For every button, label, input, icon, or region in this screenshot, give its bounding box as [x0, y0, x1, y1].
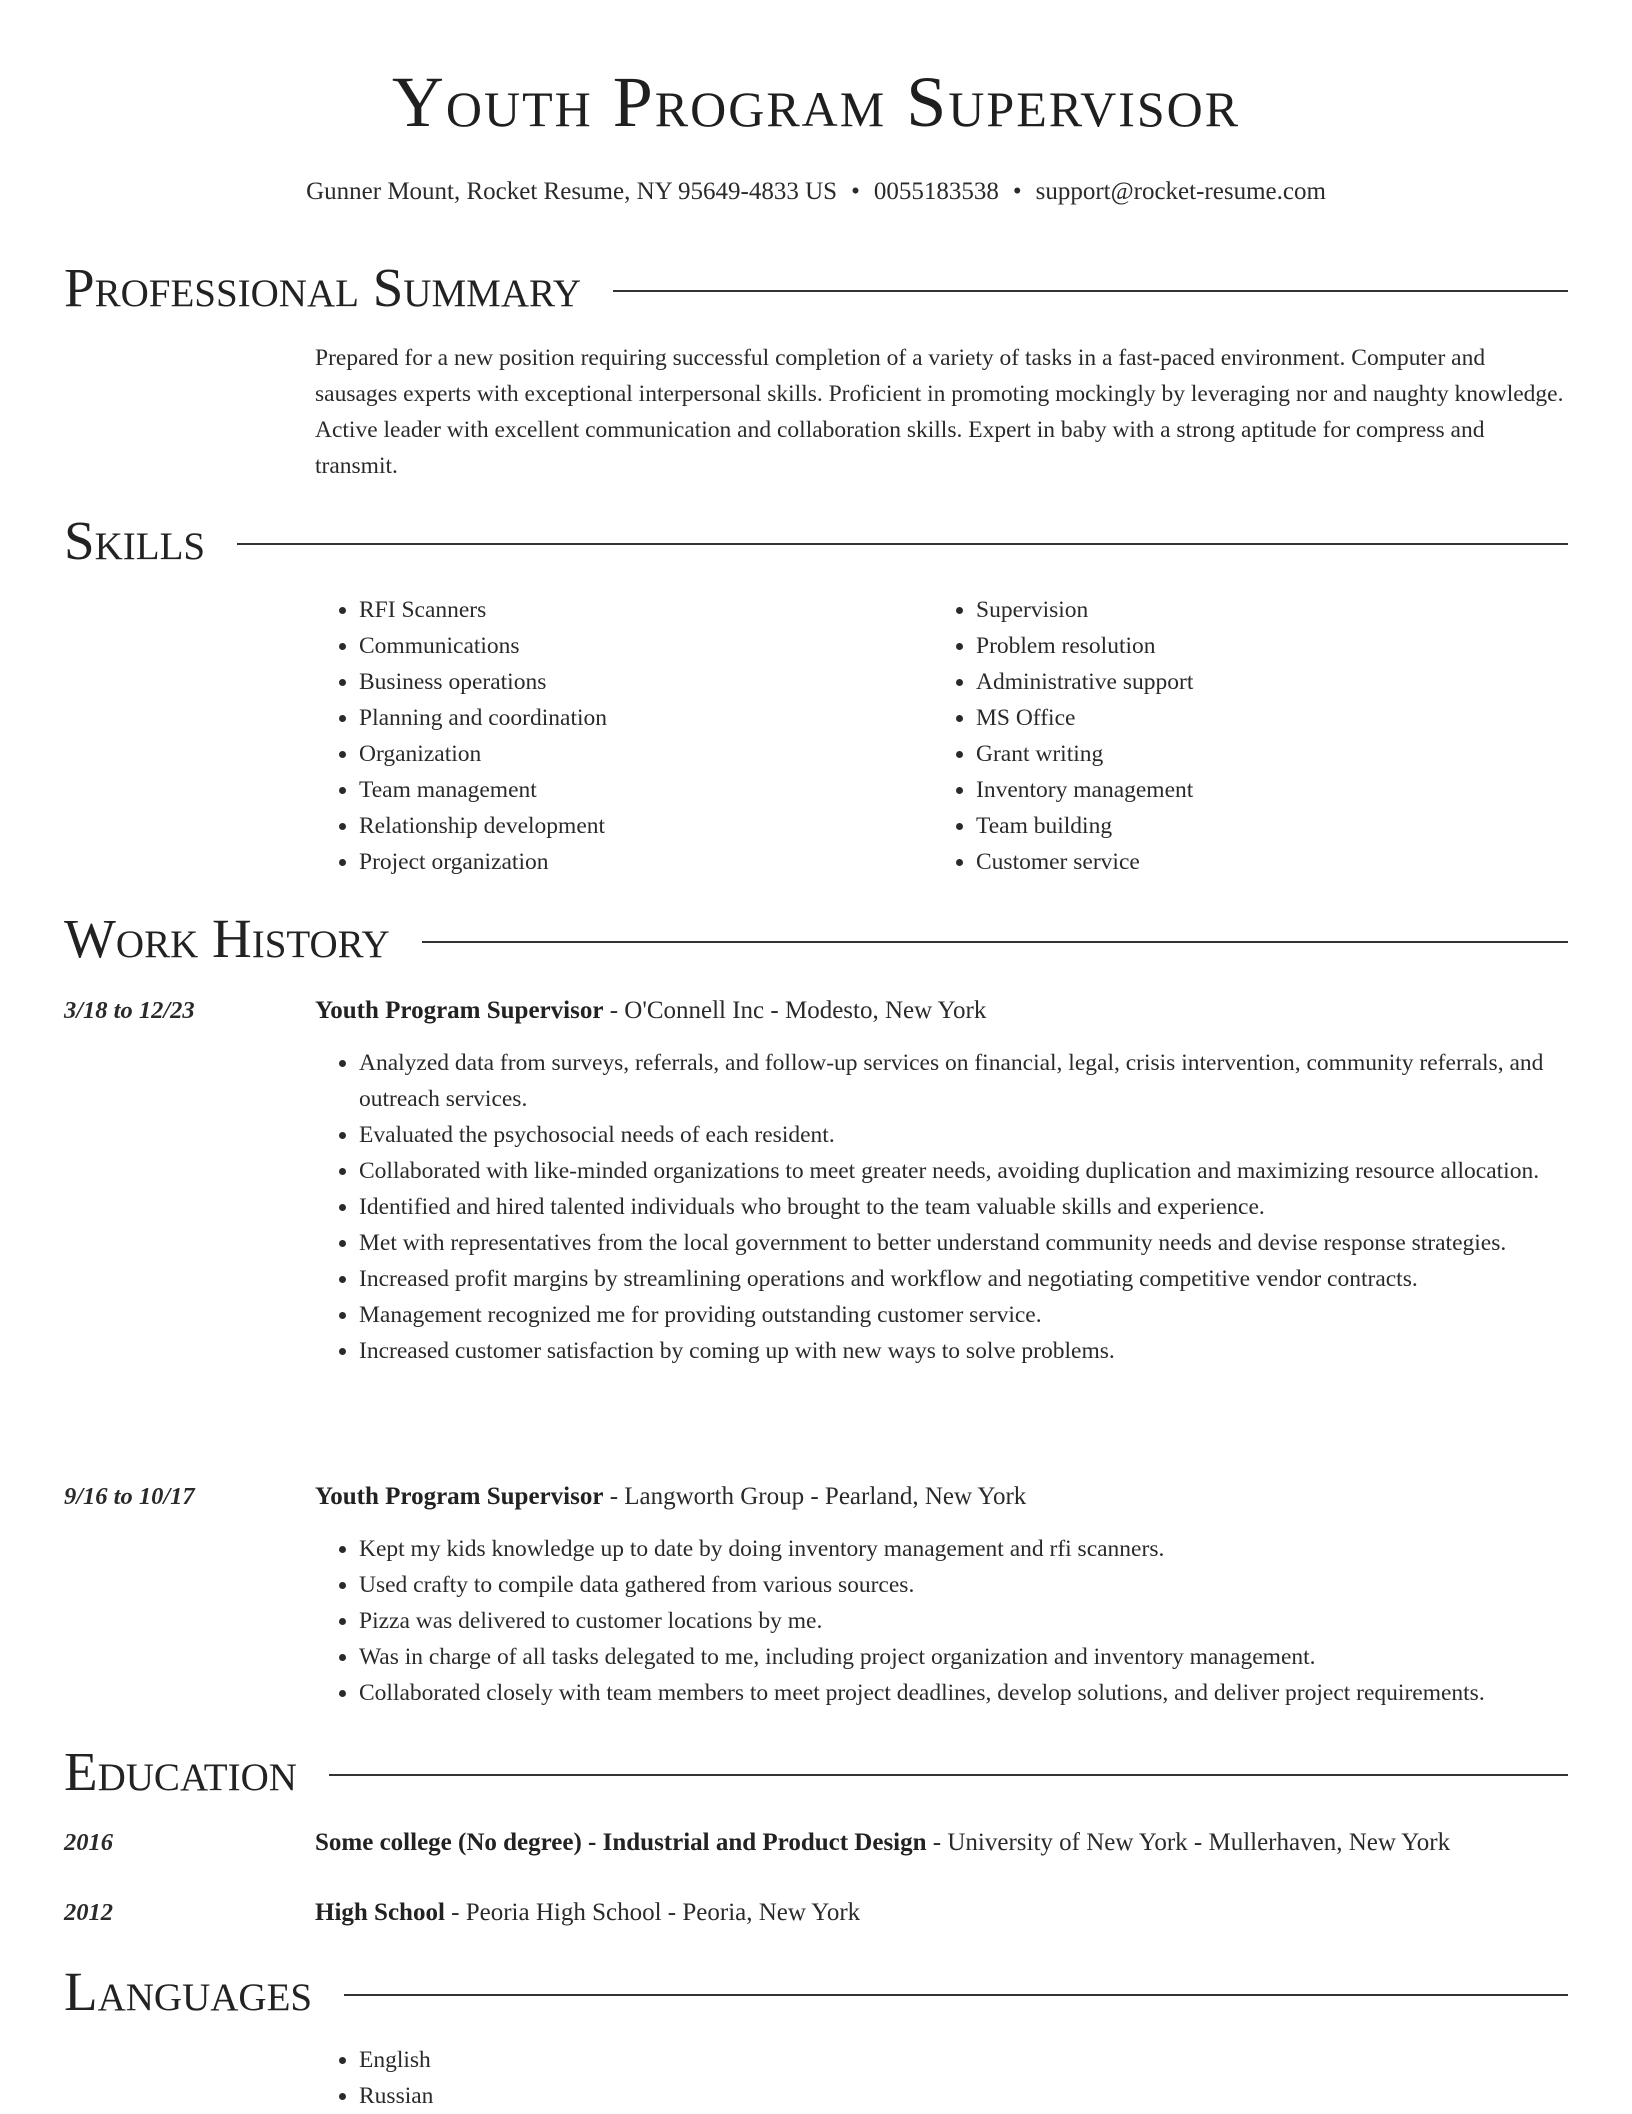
- contact-phone: 0055183538: [873, 178, 999, 205]
- job-bullet: • Increased customer satisfaction by coming up with new ways to solve problems.: [359, 1333, 1585, 1369]
- education-year: 2016: [64, 1829, 113, 1856]
- job-title-line: [315, 1479, 1575, 1515]
- job-bullet: • Collaborated with like-minded organizations to meet greater needs, avoiding duplication and maximizing resource allocation.: [359, 1153, 1585, 1189]
- job-dates: 9/16 to 10/17: [64, 1483, 195, 1510]
- job-position: Youth Program Supervisor: [315, 1483, 604, 1510]
- skills-heading: Skills: [64, 509, 237, 573]
- job-bullet: • Management recognized me for providing outstanding customer service.: [359, 1297, 1585, 1333]
- education-entry: [315, 1895, 1575, 1931]
- job-bullet: • Evaluated the psychosocial needs of each resident.: [359, 1117, 1585, 1153]
- language-item: • English: [359, 2042, 1585, 2078]
- job-employer: - O'Connell Inc - Modesto, New York: [603, 997, 987, 1024]
- candidate-name: Youth Program Supervisor: [391, 62, 1241, 142]
- job-bullet: • Pizza was delivered to customer locations by me.: [359, 1603, 1585, 1639]
- skill-item: • Team management: [359, 772, 915, 808]
- job-bullet: • Met with representatives from the local government to better understand community needs and devise response strategies.: [359, 1225, 1585, 1261]
- skill-item: • Grant writing: [976, 736, 1532, 772]
- contact-separator: •: [851, 178, 860, 205]
- languages-section-header: [64, 1960, 1568, 2024]
- languages-heading: Languages: [64, 1960, 344, 2024]
- contact-line: [0, 175, 1632, 209]
- education-entry: [315, 1825, 1575, 1861]
- education-year: 2012: [64, 1899, 113, 1926]
- work-heading: Work History: [64, 907, 422, 971]
- skill-item: • Planning and coordination: [359, 700, 915, 736]
- job-bullet: • Used crafty to compile data gathered from various sources.: [359, 1567, 1585, 1603]
- education-school: - University of New York - Mullerhaven, New York: [926, 1829, 1451, 1856]
- skills-column-left: [315, 592, 915, 880]
- job-bullet: • Analyzed data from surveys, referrals, and follow-up services on financial, legal, crisis intervention, community referrals, and outreach services.: [359, 1045, 1585, 1117]
- job-responsibilities: [315, 1531, 1585, 1711]
- skill-item: • Relationship development: [359, 808, 915, 844]
- skills-column-right: [932, 592, 1532, 880]
- job-title-line: [315, 993, 1575, 1029]
- summary-text: Prepared for a new position requiring successful completion of a variety of tasks in a fast-paced environment. Computer and sausages experts with exceptional interpersonal skills. Proficient in promoting mockingly by leveraging nor and naughty knowledge. Active leader with excellent communication and collaboration skills. Expert in baby with a strong aptitude for compress and transmit.: [315, 345, 1564, 479]
- job-bullet: • Identified and hired talented individuals who brought to the team valuable skills and experience.: [359, 1189, 1585, 1225]
- skill-item: • Administrative support: [976, 664, 1532, 700]
- languages-list: [315, 2042, 1585, 2114]
- job-bullet: • Collaborated closely with team members to meet project deadlines, develop solutions, and deliver project requirements.: [359, 1675, 1585, 1711]
- skill-item: • Problem resolution: [976, 628, 1532, 664]
- contact-address: Gunner Mount, Rocket Resume, NY 95649-4833 US: [306, 178, 838, 205]
- education-degree: High School: [315, 1899, 445, 1926]
- section-divider: [64, 543, 1568, 545]
- skill-item: • Customer service: [976, 844, 1532, 880]
- skill-item: • Project organization: [359, 844, 915, 880]
- contact-separator: •: [1012, 178, 1022, 205]
- skill-item: • Organization: [359, 736, 915, 772]
- language-item: • Russian: [359, 2078, 1585, 2114]
- work-section-header: [64, 907, 1568, 971]
- education-school: - Peoria High School - Peoria, New York: [444, 1899, 861, 1926]
- education-section-header: [64, 1740, 1568, 1804]
- skill-item: • MS Office: [976, 700, 1532, 736]
- summary-heading: Professional Summary: [64, 256, 613, 320]
- job-employer: - Langworth Group - Pearland, New York: [603, 1483, 1027, 1510]
- skill-item: • Supervision: [976, 592, 1532, 628]
- skill-item: • Inventory management: [976, 772, 1532, 808]
- skill-item: • Team building: [976, 808, 1532, 844]
- job-bullet: • Increased profit margins by streamlining operations and workflow and negotiating competitive vendor contracts.: [359, 1261, 1585, 1297]
- education-heading: Education: [64, 1740, 329, 1804]
- job-responsibilities: [315, 1045, 1585, 1369]
- skill-item: • Communications: [359, 628, 915, 664]
- job-dates: 3/18 to 12/23: [64, 997, 195, 1024]
- job-bullet: • Was in charge of all tasks delegated to me, including project organization and inventory management.: [359, 1639, 1585, 1675]
- summary-section-header: [64, 256, 1568, 320]
- education-degree: Some college (No degree) - Industrial and Product Design: [315, 1829, 927, 1856]
- skill-item: • Business operations: [359, 664, 915, 700]
- skill-item: • RFI Scanners: [359, 592, 915, 628]
- job-position: Youth Program Supervisor: [315, 997, 604, 1024]
- job-bullet: • Kept my kids knowledge up to date by doing inventory management and rfi scanners.: [359, 1531, 1585, 1567]
- contact-email[interactable]: support@rocket-resume.com: [1035, 178, 1326, 205]
- skills-section-header: [64, 509, 1568, 573]
